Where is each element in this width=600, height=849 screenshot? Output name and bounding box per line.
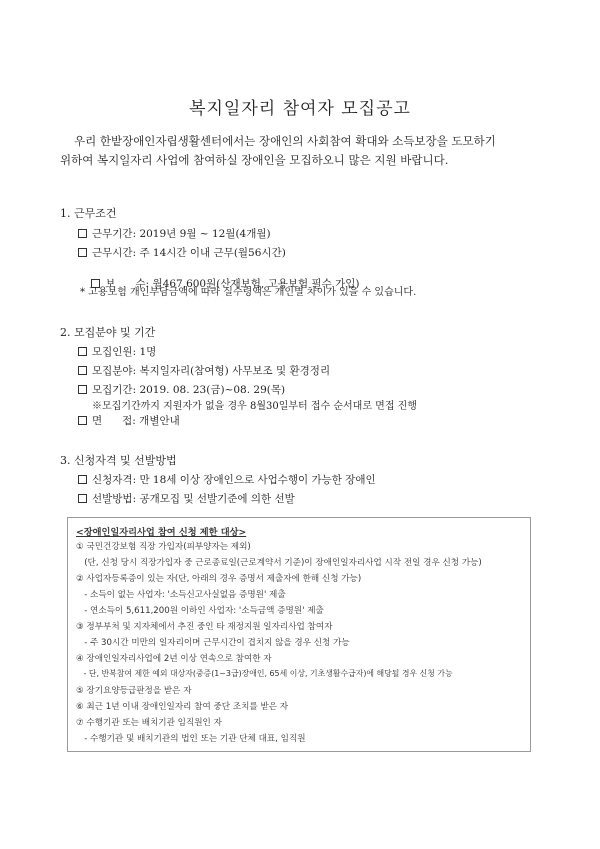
restriction-line: ④ 장애인일자리사업에 2년 이상 연속으로 참여한 자: [76, 654, 272, 664]
section-3-item: 선발방법: 공개모집 및 선발기준에 의한 선발: [78, 491, 295, 506]
intro-line-1: 우리 한밭장애인자립생활센터에서는 장애인의 사회참여 확대와 소득보장을 도모하기: [74, 134, 496, 148]
restriction-line: ① 국민건강보험 직장 가입자(피부양자는 제외): [76, 542, 251, 552]
section-2-item: 모집인원: 1명: [78, 344, 156, 359]
checkbox-icon: [78, 248, 87, 257]
restriction-line: ⑤ 장기요양등급판정을 받은 자: [76, 686, 192, 696]
checkbox-icon: [78, 385, 87, 394]
page-title: 복지일자리 참여자 모집공고: [189, 99, 411, 119]
restriction-line: - 주 30시간 미만의 일자리이며 근무시간이 겹치지 않을 경우 신청 가능: [76, 638, 350, 648]
intro-line-2: 위하여 복지일자리 사업에 참여하실 장애인을 모집하오니 많은 지원 바랍니다.: [60, 153, 449, 167]
restriction-line: ⑦ 수행기관 또는 배치기관 임직원인 자: [76, 718, 222, 728]
section-1-heading: 1. 근무조건: [60, 207, 117, 220]
section-2-heading: 2. 모집분야 및 기간: [60, 326, 156, 339]
section-1-item: 근무시간: 주 14시간 이내 근무(월56시간): [78, 245, 286, 260]
restriction-line: - 연소득이 5,611,200원 이하인 사업자: '소득금액 증명원' 제출: [76, 606, 324, 616]
restriction-heading: <장애인일자리사업 참여 신청 제한 대상>: [76, 527, 247, 538]
restriction-notice-box: [67, 517, 531, 752]
section-2-item: 면 접: 개별안내: [78, 413, 180, 428]
restriction-line: ⑥ 최근 1년 이내 장애인일자리 참여 중단 조치를 받은 자: [76, 702, 289, 712]
checkbox-icon: [78, 475, 87, 484]
section-2-item: 모집분야: 복지일자리(참여형) 사무보조 및 환경정리: [78, 363, 330, 378]
checkbox-icon: [78, 416, 87, 425]
restriction-line: - 수행기관 및 배치기관의 법인 또는 기관 단체 대표, 임직원: [76, 734, 306, 744]
checkbox-icon: [78, 347, 87, 356]
checkbox-icon: [78, 229, 87, 238]
restriction-line: ② 사업자등록증이 있는 자(단, 아래의 경우 증명서 제출자에 한해 신청 가능): [76, 574, 362, 584]
section-3-heading: 3. 신청자격 및 선발방법: [60, 454, 177, 467]
checkbox-icon: [78, 494, 87, 503]
section-3-item: 신청자격: 만 18세 이상 장애인으로 사업수행이 가능한 장애인: [78, 472, 376, 487]
restriction-line: - 소득이 없는 사업자: '소득신고사실없음 증명원' 제출: [76, 590, 286, 600]
section-2-item: 모집기간: 2019. 08. 23(금)~08. 29(목): [78, 382, 285, 397]
restriction-line: ③ 정부부처 및 지자체에서 추진 중인 타 재정지원 일자리사업 참여자: [76, 622, 333, 632]
intro-paragraph: [60, 132, 560, 170]
restriction-line: - 단, 반복참여 제한 예외 대상자(중증(1~3급)장애인, 65세 이상, 기초생활수급자)에 해당될 경우 신청 가능: [76, 669, 453, 678]
checkbox-icon: [78, 366, 87, 375]
section-1-item: 근무기간: 2019년 9월 ~ 12월(4개월): [78, 226, 271, 241]
section-1-note: * 고용보험 개인부담금액에 따라 실수령액은 개인별 차이가 있을 수 있습니다.: [80, 287, 417, 298]
section-1-item: 보 수: 월467,600원(산재보험, 고용보험 필수 가입): [78, 264, 360, 303]
restriction-line: (단, 신청 당시 직장가입자 중 근로종료일(근로계약서 기준)이 장애인일자리사업 시작 전일 경우 신청 가능): [76, 558, 482, 568]
section-2-note: ※모집기간까지 지원자가 없을 경우 8월30일부터 접수 순서대로 면접 진행: [92, 401, 417, 412]
